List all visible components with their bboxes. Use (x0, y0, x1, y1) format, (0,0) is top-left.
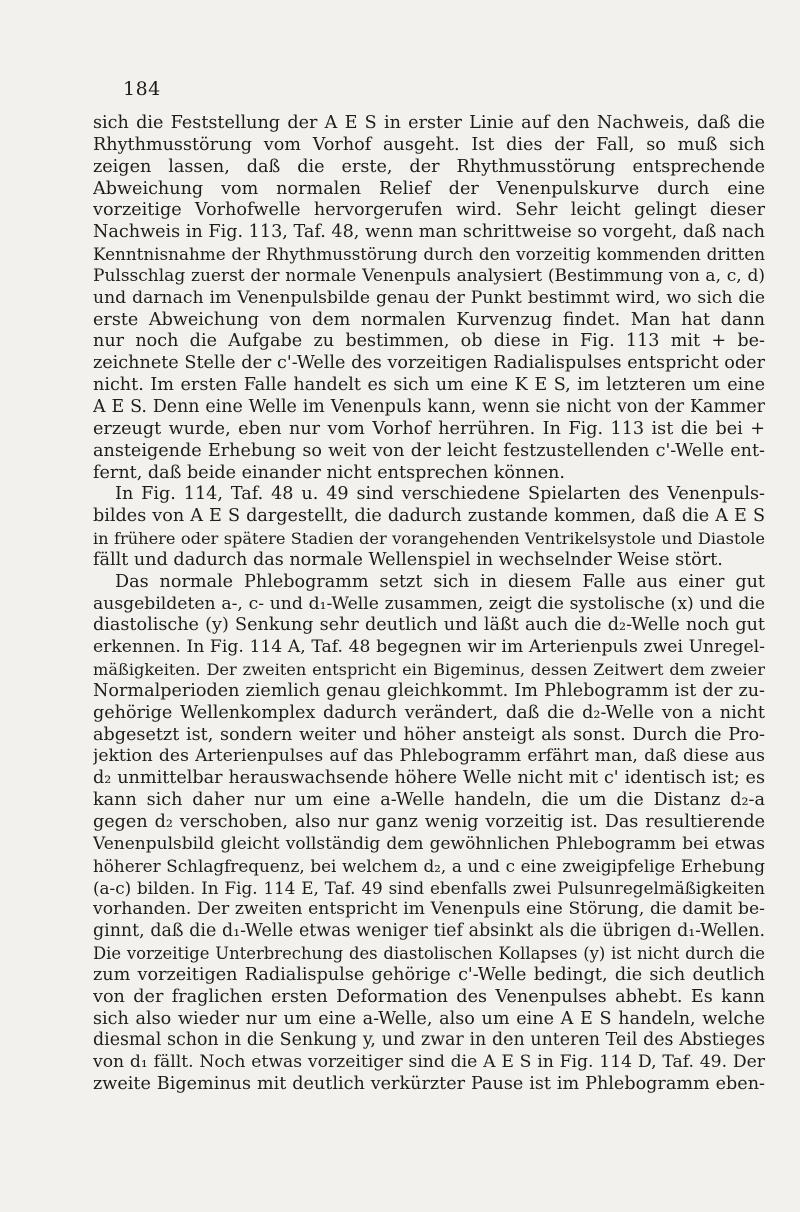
text-line: In Fig. 114, Taf. 48 u. 49 sind verschiedene Spielarten des Venenpuls- (115, 484, 765, 505)
text-line: abgesetzt ist, sondern weiter und höher ansteigt als sonst. Durch die Pro- (93, 724, 765, 745)
text-line: in frühere oder spätere Stadien der vorangehenden Ventrikelsystole und Diastole (93, 529, 765, 549)
text-line: nicht. Im ersten Falle handelt es sich um eine K E S, im letzteren um eine (93, 375, 765, 396)
text-line: sich also wieder nur um eine a-Welle, also um eine A E S handeln, welche (93, 1008, 765, 1029)
text-line: gegen d₂ verschoben, also nur ganz wenig vorzeitig ist. Das resultierende (93, 812, 765, 832)
text-line: d₂ unmittelbar herauswachsende höhere Welle nicht mit c' identisch ist; es (93, 768, 765, 789)
text-line: (a-c) bilden. In Fig. 114 E, Taf. 49 sind ebenfalls zwei Pulsunregelmäßigkeiten (93, 877, 765, 898)
text-line: sich die Feststellung der A E S in erster Linie auf den Nachweis, daß die (93, 113, 765, 133)
text-line: A E S. Denn eine Welle im Venenpuls kann, wenn sie nicht von der Kammer (93, 396, 765, 417)
text-line: jektion des Arterienpulses auf das Phlebogramm erfährt man, daß diese aus (93, 746, 765, 767)
text-line: ginnt, daß die d₁-Welle etwas weniger tief absinkt als die übrigen d₁-Wellen. (93, 921, 765, 942)
text-line: erzeugt wurde, eben nur vom Vorhof herrühren. In Fig. 113 ist die bei + (93, 418, 765, 439)
text-line: Nachweis in Fig. 113, Taf. 48, wenn man schrittweise so vorgeht, daß nach (93, 222, 765, 243)
text-line: erste Abweichung von dem normalen Kurvenzug findet. Man hat dann (93, 309, 765, 330)
text-line: ausgebildeten a-, c- und d₁-Welle zusammen, zeigt die systolische (x) und die (93, 593, 765, 614)
text-line: mäßigkeiten. Der zweiten entspricht ein Bigeminus, dessen Zeitwert dem zweier (93, 660, 765, 680)
text-line: zum vorzeitigen Radialispulse gehörige c'-Welle bedingt, die sich deutlich (93, 964, 765, 985)
text-line: fällt und dadurch das normale Wellenspiel in wechselnder Weise stört. (93, 549, 723, 570)
text-line: Kenntnisnahme der Rhythmusstörung durch den vorzeitig kommenden dritten (93, 244, 765, 265)
text-line: zeichnete Stelle der c'-Welle des vorzeitigen Radialispulses entspricht oder (93, 353, 765, 374)
text-line: gehörige Wellenkomplex dadurch verändert, daß die d₂-Welle von a nicht (93, 702, 765, 723)
text-line: vorzeitige Vorhofwelle hervorgerufen wird. Sehr leicht gelingt dieser (93, 200, 765, 221)
text-line: zeigen lassen, daß die erste, der Rhythmusstörung entsprechende (93, 156, 765, 177)
text-line: Pulsschlag zuerst der normale Venenpuls analysiert (Bestimmung von a, c, d) (93, 265, 765, 286)
text-line: kann sich daher nur um eine a-Welle handeln, die um die Distanz d₂-a (93, 790, 765, 811)
text-line: diesmal schon in die Senkung y, und zwar in den unteren Teil des Abstieges (93, 1030, 765, 1051)
text-line: Abweichung vom normalen Relief der Venenpulskurve durch eine (93, 178, 765, 199)
text-line: Die vorzeitige Unterbrechung des diastolischen Kollapses (y) ist nicht durch die (93, 944, 765, 964)
text-line: diastolische (y) Senkung sehr deutlich und läßt auch die d₂-Welle noch gut (93, 615, 765, 636)
text-line: ansteigende Erhebung so weit von der leicht festzustellenden c'-Welle ent- (93, 440, 765, 461)
text-line: Normalperioden ziemlich genau gleichkommt. Im Phlebogramm ist der zu- (93, 680, 765, 701)
text-line: fernt, daß beide einander nicht entsprechen können. (93, 462, 565, 483)
text-line: bildes von A E S dargestellt, die dadurch zustande kommen, daß die A E S (93, 506, 765, 527)
text-line: von d₁ fällt. Noch etwas vorzeitiger sind die A E S in Fig. 114 D, Taf. 49. Der (93, 1052, 765, 1073)
page-number: 184 (123, 78, 161, 100)
text-line: Das normale Phlebogramm setzt sich in diesem Falle aus einer gut (115, 571, 765, 592)
text-line: Rhythmusstörung vom Vorhof ausgeht. Ist dies der Fall, so muß sich (93, 134, 765, 155)
text-line: nur noch die Aufgabe zu bestimmen, ob diese in Fig. 113 mit + be- (93, 331, 765, 352)
text-line: vorhanden. Der zweiten entspricht im Venenpuls eine Störung, die damit be- (93, 899, 765, 920)
text-line: von der fraglichen ersten Deformation des Venenpulses abhebt. Es kann (93, 986, 765, 1007)
text-line: und darnach im Venenpulsbilde genau der Punkt bestimmt wird, wo sich die (93, 287, 765, 308)
body-text (93, 113, 765, 1096)
text-line: höherer Schlagfrequenz, bei welchem d₂, a und c eine zweigipfelige Erhebung (93, 855, 765, 876)
text-line: Venenpulsbild gleicht vollständig dem gewöhnlichen Phlebogramm bei etwas (93, 833, 765, 854)
text-line: erkennen. In Fig. 114 A, Taf. 48 begegnen wir im Arterienpuls zwei Unregel- (93, 637, 765, 658)
text-line: zweite Bigeminus mit deutlich verkürzter Pause ist im Phlebogramm eben- (93, 1074, 765, 1095)
